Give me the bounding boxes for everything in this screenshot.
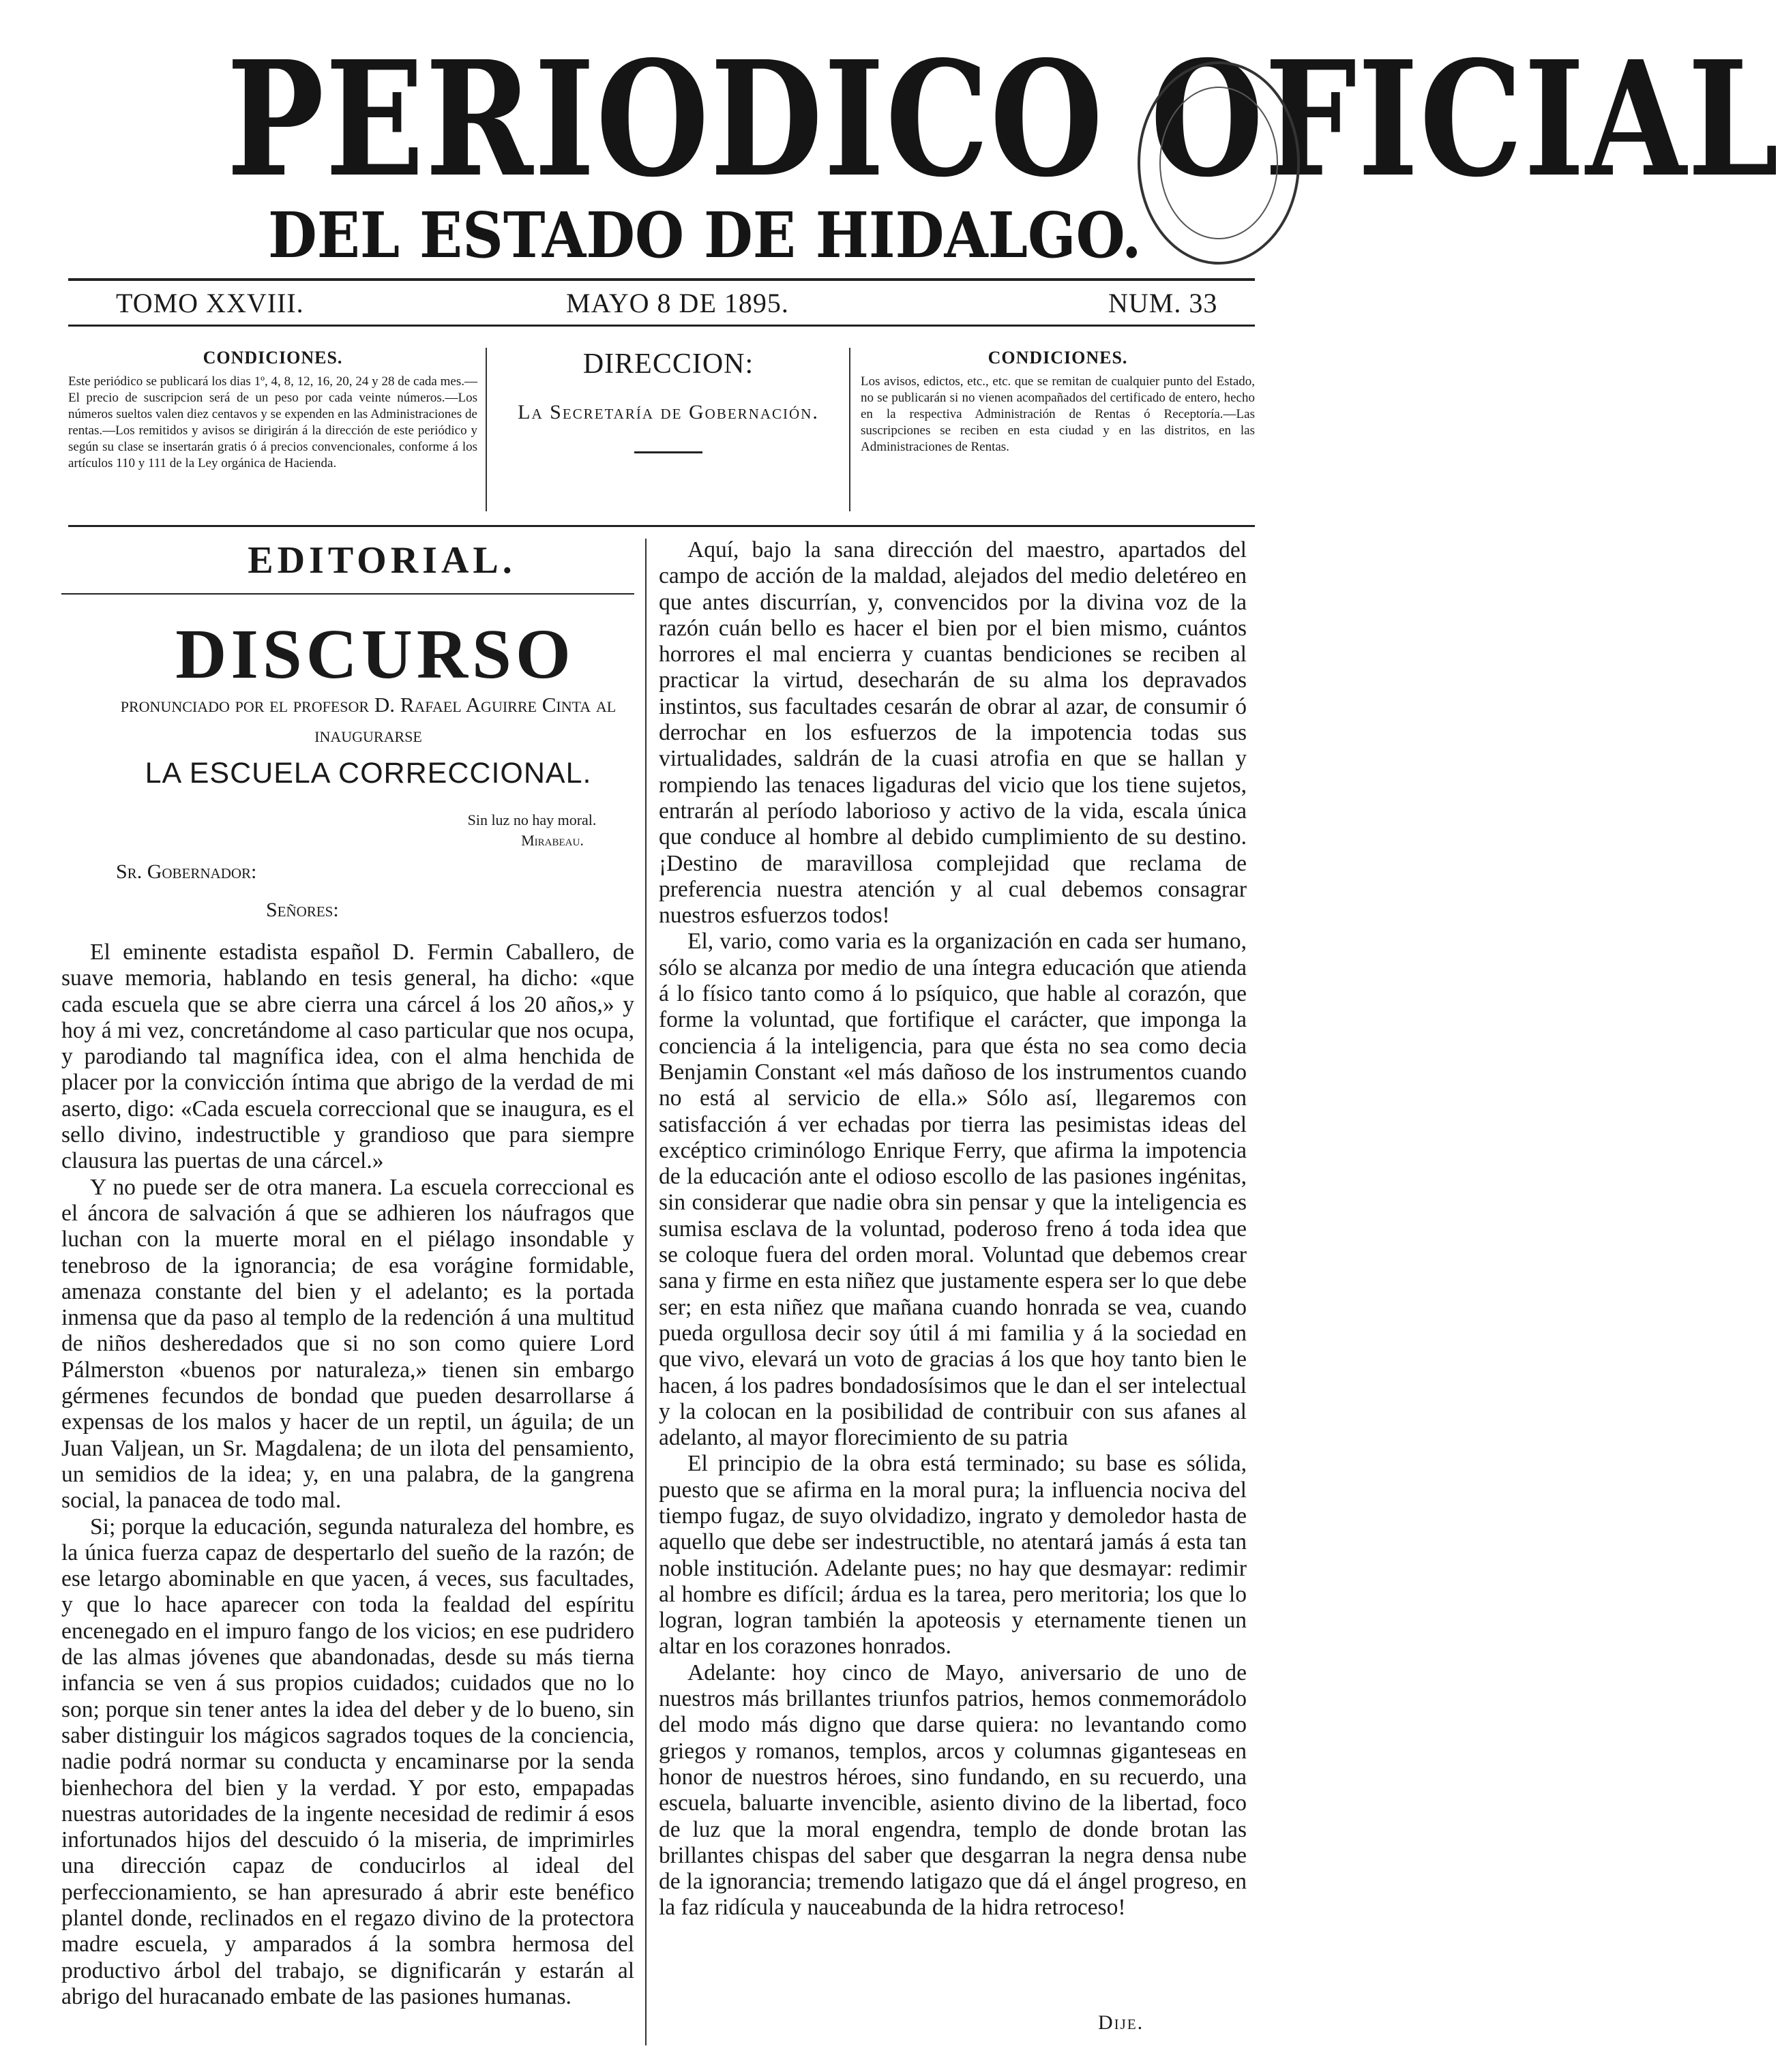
right-column-body bbox=[659, 537, 1247, 1921]
paragraph: Y no puede ser de otra manera. La escuela correccional es el áncora de salvación á que se adhieren los náufragos que luchan con la muerte moral en el piélago insondable y tenebroso de la ignorancia; de esa vorágine formidable, amenaza constante del bien y el adelanto; es la portada inmensa que da paso al templo de la redención á una multitud de niños desheredados que si no son como quiere Lord Pálmerston «buenos por naturaleza,» tienen sin embargo gérmenes fecundos de bondad que pueden desarrollarse á expensas de los malos y hacer de un reptil, un águila; de un Juan Valjean, un Sr. Magdalena; de un ilota del pensamiento, un semidios de la idea; y, en una palabra, de la gangrena social, la panacea de todo mal. bbox=[61, 1174, 634, 1514]
epigraph-quote: Sin luz no hay moral. bbox=[467, 811, 597, 828]
masthead-title: PERIODICO OFICIAL bbox=[226, 26, 1780, 212]
epigraph-author: Mirabeau. bbox=[521, 832, 584, 849]
conditions-left-heading: CONDICIONES. bbox=[203, 348, 343, 367]
article-signoff: Dije. bbox=[1098, 2011, 1144, 2034]
issue-tomo: TOMO XXVIII. bbox=[116, 288, 304, 318]
paragraph: Si; porque la educación, segunda naturaleza del hombre, es la única fuerza capaz de despertarlo del sueño de la razón; de ese letargo abominable en que yacen, á veces, sus facultades, y que lo hace aparecer con toda la fealdad del espíritu encenegado en el impuro fango de los vicios; en ese pudridero de las almas jóvenes que abandonadas, desde su más tierna infancia se ven á sus propios cuidados; cuidados que no lo son; porque sin tener antes la idea del deber y de lo bueno, sin saber distinguir los mágicos sagrados toques de la conciencia, nadie podrá normar su conducta y encaminarse por la senda bienhechora del bien y la verdad. Y por esto, empapadas nuestras autoridades de la ingente necesidad de redimir á esos infortunados hijos del descuido ó la miseria, de imprimirles una dirección capaz de conducirlos al ideal del perfeccionamiento, se han apresurado á abrir este benéfico plantel donde, reclinados en el regazo divino de la protectora madre escuela, y amparados á la sombra hermosa del productivo árbol del trabajo, se dignificarán y estarán al abrigo del huracanado embate de las pasiones humanas. bbox=[61, 1514, 634, 2009]
info-rule bbox=[68, 325, 1255, 327]
issue-date: MAYO 8 DE 1895. bbox=[566, 288, 789, 318]
issue-number: NUM. 33 bbox=[1108, 288, 1218, 318]
conditions-left-text: Este periódico se publicará los dias 1º, 4, 8, 12, 16, 20, 24 y 28 de cada mes.—El precio de suscripcion será de un peso por cada veinte números.—Los números sueltos valen diez centavos y se expenden en las Administraciones de rentas.—Los remitidos y avisos se dirigirán á la dirección de este periódico y según su clase se insertarán gratis ó á precios convencionales, conforme á los artículos 110 y 111 de la Ley orgánica de Hacienda. bbox=[68, 374, 477, 470]
paragraph: El, vario, como varia es la organización en cada ser humano, sólo se alcanza por medio de una íntegra educación que atienda á lo físico tanto como á lo psíquico, que hable al corazón, que forme la voluntad, que fortifique el carácter, que imponga la conciencia á la inteligencia, para que ésta no sea como decia Benjamin Constant «el más dañoso de los instrumentos cuando no está al servicio de ella.» Sólo así, llegaremos con satisfacción á ver echadas por tierra las pesimistas ideas del excéptico criminólogo Enrique Ferry, que afirma la impotencia de la educación ante el odioso escollo de las pasiones ingénitas, sin considerar que nadie obra sin pensar y que la inteligencia es sumisa esclava de la voluntad, poderoso freno á toda idea que se coloque fuera del orden moral. Voluntad que debemos crear sana y firme en esta niñez que justamente espera ser lo que debe ser; en esta niñez que mañana cuando honrada se vea, cuando pueda orgullosa decir soy útil á mi familia y á la sociedad en que vivo, elevará un voto de gracias á los que hoy tanto bien le hacen, á los padres bondadosísimos que le dan el ser intelectual y la colocan en la posibilidad de contribuir con sus afanes al adelanto, al mayor florecimiento de su patria bbox=[659, 929, 1247, 1451]
library-stamp bbox=[1138, 61, 1300, 265]
box-divider-1 bbox=[486, 348, 487, 511]
conditions-right-text: Los avisos, edictos, etc., etc. que se remitan de cualquier punto del Estado, no se publicarán si no vienen acompañados del certificado de entero, hecho en la respectiva Administración de Rentas ó Receptoría.—Las suscripciones se reciben en esta ciudad y en las distritos, en las Administraciones de Rentas. bbox=[861, 374, 1255, 454]
masthead-rule-top bbox=[68, 278, 1255, 281]
direccion-dash bbox=[634, 451, 702, 453]
left-column-body bbox=[61, 940, 634, 2010]
issue-info-row bbox=[68, 286, 1255, 320]
boxes-rule bbox=[68, 525, 1255, 527]
article-subject: LA ESCUELA CORRECCIONAL. bbox=[145, 757, 592, 790]
conditions-left-box bbox=[68, 348, 477, 518]
section-heading: EDITORIAL. bbox=[248, 539, 516, 582]
direccion-box bbox=[498, 348, 839, 518]
conditions-right-heading: CONDICIONES. bbox=[988, 348, 1128, 367]
paragraph: Aquí, bajo la sana dirección del maestro, apartados del campo de acción de la maldad, alejados del medio deletéreo en que antes discurrían, y, convencidos por la divina voz de la razón cuán bello es hacer el bien por el bien mismo, cuántos horrores el mal encierra y cuantas bendiciones se reciben al practicar la virtud, desecharán de su alma los depravados instintos, sus facultades cesarán de obrar al azar, de consumir ó derrochar en los esfuerzos de la impotencia todas sus virtualidades, saldrán de la cuasi atrofia en que se hallan y rompiendo las tenaces ligaduras del vicio que los tiene sujetos, entrarán al período laborioso y activo de la vida, escala única que conduce al hombre al debido cumplimiento de su destino. ¡Destino de maravillosa complejidad que reclama de preferencia nuestra atención y al cual debemos consagrar nuestros esfuerzos todos! bbox=[659, 537, 1247, 929]
salutation-governor: Sr. Gobernador: bbox=[116, 860, 257, 883]
article-byline: pronunciado por el profesor D. Rafael Aguirre Cinta al inaugurarse bbox=[120, 693, 617, 747]
column-divider bbox=[645, 539, 647, 2045]
paragraph: Adelante: hoy cinco de Mayo, aniversario de uno de nuestros más brillantes triunfos patrios, hemos conmemorádolo del modo más digno que darse quiera: no levantando como griegos y romanos, templos, arcos y columnas giganteseas en honor de nuestros héroes, sino fundando, en su recuerdo, una escuela, baluarte invencible, asiento divino de la libertad, foco de luz que la moral engendra, templo de donde brotan las brillantes chispas del saber que desgarran la negra densa nube de la ignorancia; tremendo latigazo que dá el ángel progreso, en la faz ridícula y nauceabunda de la hidra retroceso! bbox=[659, 1660, 1247, 1921]
masthead-subtitle: DEL ESTADO DE HIDALGO. bbox=[268, 198, 1142, 272]
paragraph: El principio de la obra está terminado; su base es sólida, puesto que se afirma en la moral pura; la influencia nociva del tiempo fugaz, de suyo olvidadizo, ingrato y demoledor hasta de aquello que debe ser indestructible, no atentará jamás á esta tan noble institución. Adelante pues; no hay que desmayar: redimir al hombre es difícil; árdua es la tarea, pero meritoria; los que lo logran, logran también la apoteosis y eternamente tienen un altar en los corazones honrados. bbox=[659, 1451, 1247, 1660]
direccion-heading: DIRECCION: bbox=[582, 348, 754, 380]
direccion-text: La Secretaría de Gobernación. bbox=[518, 401, 819, 423]
editorial-rule bbox=[61, 593, 634, 595]
article-title: DISCURSO bbox=[175, 615, 575, 693]
box-divider-2 bbox=[849, 348, 850, 511]
epigraph bbox=[423, 810, 641, 851]
conditions-right-box bbox=[861, 348, 1255, 518]
salutation-gentlemen: Señores: bbox=[266, 899, 339, 921]
paragraph: El eminente estadista español D. Fermin Caballero, de suave memoria, hablando en tesis general, ha dicho: «que cada escuela que se abre cierra una cárcel á los 20 años,» y hoy á mi vez, concretándome al caso particular que nos ocupa, y parodiando tal magnífica idea, con el alma henchida de placer por la convicción íntima que abrigo de la verdad de mi aserto, digo: «Cada escuela correccional que se inaugura, es el sello divino, indestructible y grandioso que para siempre clausura las puertas de una cárcel.» bbox=[61, 940, 634, 1174]
stamp-seal-icon bbox=[1159, 87, 1278, 239]
